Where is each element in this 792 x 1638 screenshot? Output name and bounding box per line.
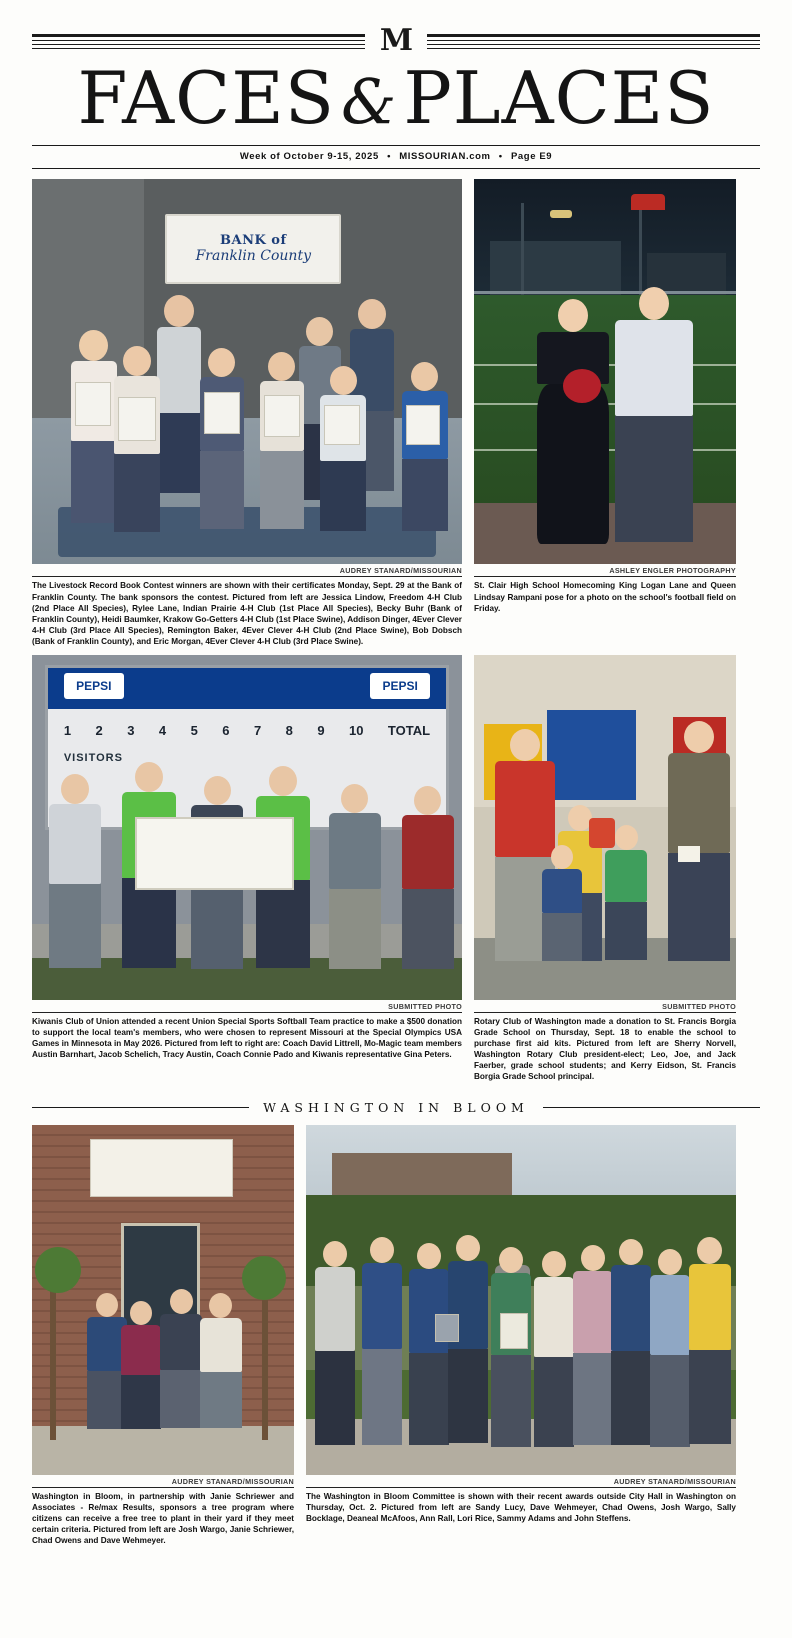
article-bloom-storefront <box>32 1125 294 1546</box>
person <box>121 1301 161 1433</box>
inning-total-label: TOTAL <box>387 722 431 738</box>
rules-right <box>427 34 760 49</box>
person <box>650 1249 690 1451</box>
inning-number: 4 <box>158 722 167 738</box>
envelope <box>678 846 700 862</box>
photo-bloom-committee <box>306 1125 736 1475</box>
person <box>611 1239 651 1451</box>
person <box>200 1293 242 1433</box>
dateline-week: Week of October 9-15, 2025 <box>239 151 379 163</box>
person <box>315 1241 355 1451</box>
inning-number: 8 <box>285 722 293 738</box>
person <box>668 721 730 965</box>
award-certificate <box>500 1313 528 1349</box>
person <box>448 1235 488 1451</box>
photo-credit: AUDREY STANARD/MISSOURIAN <box>306 1475 736 1488</box>
photo-rotary-donation <box>474 655 736 1000</box>
inning-number: 6 <box>222 722 230 738</box>
person <box>71 330 117 526</box>
scoreboard-innings <box>64 716 430 745</box>
section-label: WASHINGTON IN BLOOM <box>263 1100 529 1116</box>
masthead <box>0 0 792 169</box>
person <box>157 295 201 495</box>
photo-caption: The Livestock Record Book Contest winners are shown with their certificates Monday, Sept. 29 at the Bank of Franklin County. The bank sponsors the contest. Pictured from left are Jessica Lindow, Freedom 4-H Club (2nd Place All Species), Rylee Lane, Indian Prairie 4-H Club (1st Place All Species), Becky Buhr (Bank of Franklin County), Heidi Baumker, Krakow Go-Getters 4-H Club (1st Place Swine), Addison Dinger, 4Ever Clever 4-H Club (3rd Place All Species), Remington Baker, 4Ever Clever 4-H Club (2nd Place Swine), Bob Dobsch (Bank of Franklin County), and Eric Morgan, 4Ever Clever 4-H Club (3rd Place Swine). <box>32 581 462 646</box>
article-livestock <box>32 179 462 646</box>
dateline-separator-2: • <box>498 151 503 163</box>
person <box>329 784 381 972</box>
inning-number: 2 <box>95 722 103 738</box>
page-title-places: PLACES <box>403 56 715 140</box>
scoreboard <box>45 665 449 830</box>
certificate <box>75 382 111 426</box>
pepsi-logo-right: PEPSI <box>370 673 430 699</box>
person <box>160 1289 202 1433</box>
photo-caption: Washington in Bloom, in partnership with Janie Schriewer and Associates - Re/max Results, sponsors a tree program where citizens can receive a free tree to plant in their yard if they meet certain criteria. Pictured from left are Josh Wargo, Janie Schriewer, Chad Owens and Dave Wehmeyer. <box>32 1492 294 1546</box>
tree <box>50 1290 56 1440</box>
person <box>573 1245 613 1451</box>
photo-credit: SUBMITTED PHOTO <box>474 1000 736 1013</box>
certificate <box>118 397 156 441</box>
person <box>402 362 448 534</box>
tiara <box>550 210 572 218</box>
photo-kiwanis-check <box>32 655 462 1000</box>
inning-number: 1 <box>63 722 72 738</box>
bank-sign <box>165 214 341 283</box>
person <box>362 1237 402 1451</box>
storefront-banner <box>90 1139 233 1197</box>
person <box>615 287 693 549</box>
photo-bloom-tree-program <box>32 1125 294 1475</box>
photo-caption: Kiwanis Club of Union attended a recent Union Special Sports Softball Team practice to make a $500 donation to support the local team's members, who were chosen to represent Missouri at the Special Olympics USA Games in Minnesota in May 2026. Pictured from left to right are: Coach David Littrell, Mo-Magic team members Austin Barnhart, Jacob Schelich, Tracy Austin, Coach Connie Pado and Kiwanis representative Gina Peters. <box>32 1016 462 1059</box>
certificate <box>406 405 440 445</box>
pepsi-logo-left: PEPSI <box>64 673 124 699</box>
inning-number: 3 <box>127 722 135 738</box>
scoreboard-visitors-label: VISITORS <box>63 752 123 765</box>
first-aid-bag <box>589 818 615 848</box>
photo-credit: ASHLEY ENGLER PHOTOGRAPHY <box>474 564 736 577</box>
content-row-3 <box>32 1125 760 1550</box>
rules-left <box>32 34 365 49</box>
person <box>409 1243 449 1451</box>
content-row-1 <box>32 179 760 650</box>
oversized-donation-check <box>135 817 294 890</box>
person <box>689 1237 731 1451</box>
certificate <box>264 395 300 437</box>
inning-number: 7 <box>253 722 262 738</box>
person <box>320 366 366 534</box>
article-rotary <box>474 655 736 1082</box>
inning-number: 10 <box>349 722 364 738</box>
photo-caption: The Washington in Bloom Committee is shown with their recent awards outside City Hall in Washington on Thursday, Oct. 2. Pictured from left are Sandy Lucy, Dave Wehmeyer, Chad Owens, Josh Wargo, Sally Bocklage, Deaneal McAfoos, Ann Rall, Lori Rice, Sammy Adams and John Steffens. <box>306 1492 736 1524</box>
inning-number: 9 <box>317 722 325 738</box>
missourian-logo: M <box>379 23 413 58</box>
page-content <box>0 169 792 1550</box>
dateline-page: Page E9 <box>510 151 553 163</box>
article-homecoming <box>474 179 736 613</box>
photo-credit: AUDREY STANARD/MISSOURIAN <box>32 1475 294 1488</box>
article-bloom-committee <box>306 1125 736 1524</box>
dateline <box>32 145 760 169</box>
crown <box>631 194 665 210</box>
photo-credit: SUBMITTED PHOTO <box>32 1000 462 1013</box>
person <box>49 774 101 972</box>
page-title-faces: FACES <box>77 56 336 140</box>
section-divider-washington-in-bloom <box>32 1100 760 1115</box>
person <box>537 299 609 549</box>
ampersand-glyph: & <box>341 65 398 138</box>
article-kiwanis <box>32 655 462 1060</box>
certificate <box>324 405 360 445</box>
photo-caption: St. Clair High School Homecoming King Logan Lane and Queen Lindsay Rampani pose for a photo on the school's football field on Friday. <box>474 581 736 613</box>
inning-number: 5 <box>190 722 198 738</box>
bouquet <box>563 369 601 403</box>
dateline-separator-1: • <box>387 151 392 163</box>
person <box>200 348 244 530</box>
person <box>402 786 454 972</box>
award-plaque <box>435 1314 459 1342</box>
page-title <box>32 56 760 140</box>
bank-sign-line1: BANK of <box>220 233 287 249</box>
photo-caption: Rotary Club of Washington made a donation to St. Francis Borgia Grade School on Thursday, Sept. 18 to enable the school to purchase first aid kits. Pictured from left are Sherry Norvell, Washington Rotary Club president-elect; Leo, Joe, and Jack Faerber, grade school students; and Kerry Eidson, St. Francis Borgia Grade School principal. <box>474 1016 736 1082</box>
photo-credit: AUDREY STANARD/MISSOURIAN <box>32 564 462 577</box>
bank-sign-line2: Franklin County <box>195 248 311 265</box>
dateline-site: MISSOURIAN.com <box>399 151 491 163</box>
certificate <box>204 392 240 434</box>
person <box>260 352 304 530</box>
person <box>542 845 582 965</box>
photo-homecoming-royalty <box>474 179 736 564</box>
photo-livestock-winners <box>32 179 462 564</box>
masthead-rules <box>32 23 760 58</box>
person <box>534 1251 574 1451</box>
tree <box>262 1300 268 1440</box>
content-row-2 <box>32 655 760 1086</box>
